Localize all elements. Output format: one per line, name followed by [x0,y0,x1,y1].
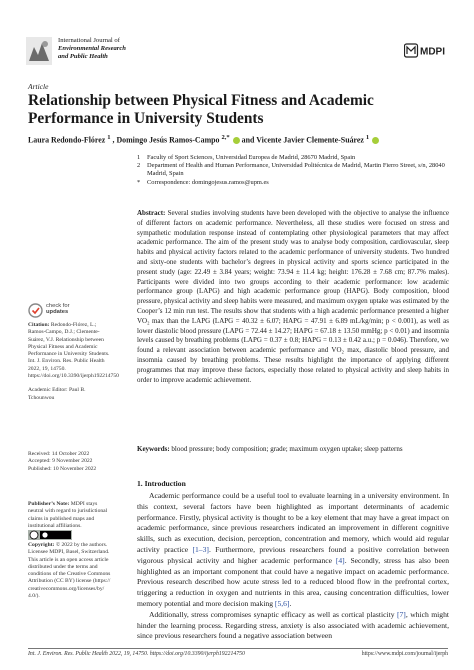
intro-paragraph [137,610,449,642]
copyright-block [28,542,112,600]
mdpi-logo [404,43,448,58]
date-published: Published: 10 November 2022 [28,465,97,472]
abstract [137,209,449,385]
copyright-text: © 2022 by the authors. Licensee MDPI, Basel, Switzerland. This article is an open access article distributed under the terms and conditions of the Creative Commons Attribution (CC BY) license (https:// creativecommons.org/licenses/by/ 4.0/). [28,542,111,600]
reference-link[interactable]: [4] [335,555,345,565]
affiliation-text: Faculty of Sport Sciences, Universidad Europea de Madrid, 28670 Madrid, Spain [147,154,356,161]
keywords-label: Keywords: [137,445,170,453]
intro-text: . Furthermore, previous researchers found a positive correlation between vigorous physical activity and higher academic performance [137,544,449,565]
journal-name [58,37,126,62]
check-for-updates[interactable] [46,303,70,316]
intro-text: , which might hinder the learning process. Regarding stress, anxiety is also associated with academic achievement, since previous researchers found a negative association between [137,609,449,641]
publisher-note-label: Publisher’s Note: [28,501,70,507]
author-separator: , [112,135,117,145]
abstract-text: Several studies involving students have been developed with the objective to analyse the influence of different factors on academic performance. Nevertheless, all these studies were focused on stress and sympathetic modulation response instead of contemplating other physiological parameters that may affect academic performance. The aim of the present study was to analyse body composition, cardiovascular, sleep habits and physical activity factors related to the academic performance of university students. Two hundred and sixty-one students with bachelor’s degrees in physical activity and sports science participated in the present study (age: 22.49 ± 3.84 years; weight: 73.94 ± 11.4 kg; height: 176.28 ± 7.68 cm; 87.7% males). Participants were divided into two groups according to their academic performance: low academic performance group (LAPG) and high academic performance group (HAPG). Body composition, blood pressure, physical activity and sleep habits were measured, and maximum oxygen uptake was estimated by the Cooper’s 12 min run test. The results show that students with a high academic performance presented a higher VO₂ max than the LAPG (LAPG = 40.32 ± 6.07; HAPG = 47.91 ± 6.89 mL/kg/min; p < 0.001), as well as lower diastolic blood pressure (LAPG = 72.44 ± 14.27; HAPG = 67.18 ± 13.50 mmHg; p < 0.01) and insomnia levels caused by breathing problems (LAPG = 0.37 ± 0.8; HAPG = 0.13 ± 0.42 a.u.; p = 0.046). Therefore, we found a relevant association between academic performance and VO₂ max, diastolic blood pressure, and insomnia caused by breathing problems. These results highlight the importance of applying different programmes that may improve these factors, especially those related to physical activity and sleep habits in order to improve academic achievement. [137,209,449,384]
author-name[interactable]: Laura Redondo-Flórez [28,135,106,145]
journal-logo-icon [26,37,52,65]
author-list [28,134,458,145]
affiliation-number: 2 [137,162,141,170]
affiliation-item [137,162,457,178]
affiliation-item [137,179,457,187]
date-accepted: Accepted: 9 November 2022 [28,458,93,465]
author-name[interactable]: Domingo Jesús Ramos-Campo [116,135,220,145]
intro-text: Additionally, stress compromises synaptic efficacy as well as cortical plasticity [149,609,397,619]
abstract-label: Abstract: [137,209,166,217]
check-for-updates-icon[interactable] [28,303,43,318]
section-heading-introduction: 1. Introduction [137,479,186,488]
correspondence-email[interactable]: Correspondence: domingojesus.ramos@upm.es [147,178,269,186]
orcid-icon[interactable] [233,137,240,144]
article-title: Relationship between Physical Fitness and Academic Performance in University Students [28,92,374,127]
orcid-icon[interactable] [372,137,379,144]
affiliations [137,154,457,187]
author-name[interactable]: Vicente Javier Clemente-Suárez [256,135,364,145]
copyright-label: Copyright: [28,542,55,548]
author-affil-sup: 1 [365,134,370,141]
reference-link[interactable]: [7] [396,609,406,619]
academic-editor: Academic Editor: Paul B. Tchounwou [28,387,86,401]
affiliation-number: * [137,178,141,186]
intro-text: . Secondly, stress has also been highlighted as an important component that could have a negative impact on academic performance. Previous research described how acute stress led to a reduced blood flow in the prefrontal cortex, triggering a reduction in oxygen and nutrients in this area, causing concentration difficulties, lower memory potential and more decision making [137,555,449,608]
journal-name-line1: International Journal of [58,37,120,44]
footer-citation: Int. J. Environ. Res. Public Health 2022, 19, 14750. https://doi.org/10.3390/ijerph192214750 [28,651,245,657]
cc-by-license-icon[interactable] [28,530,72,540]
publisher-note [28,501,112,530]
footer-divider [28,648,448,649]
journal-name-line3: and Public Health [58,53,108,61]
author-separator: and [241,135,257,145]
reference-link[interactable]: [1–3] [192,544,209,554]
updates-line2: updates [46,309,69,316]
citation-block [28,322,119,402]
keywords-text: blood pressure; body composition; grade; maximum oxygen uptake; sleep patterns [169,445,403,453]
article-type: Article [28,82,49,91]
affiliation-item [137,154,457,162]
updates-line1: check for [46,303,70,309]
date-received: Received: 14 October 2022 [28,451,90,457]
intro-paragraph [137,491,449,610]
affiliation-text: Department of Health and Human Performance, Universidad Politécnica de Madrid, Martin Fierro Street, s/n, 28040 Madrid, Spain [147,162,445,178]
dates-block [28,451,112,473]
mdpi-logo-text: MDPI [420,46,445,58]
affiliation-number: 1 [137,154,141,161]
publisher-note-text: MDPI stays neutral with regard to jurisdictional claims in published maps and institutional affiliations. [28,501,108,529]
citation-label: Citation: [28,322,50,328]
reference-link[interactable]: [5,6] [274,598,290,608]
intro-text: . [289,598,292,608]
keywords [137,445,449,455]
footer-journal-url[interactable]: https://www.mdpi.com/journal/ijerph [361,651,448,657]
author-affil-sup: 2,* [221,134,230,141]
journal-name-line2: Environmental Research [58,45,126,53]
intro-text: Academic performance could be a useful tool to evaluate learning in a university environment. In this context, several factors have been highlighted as important determinants of academic performance. Firstly, physical activity is thought to be a key element that may have a great impact on academic performance, since previous researchers indicated an improvement in different cognitive skills, such as execution, decision, perception, concentration and memory, which would aid regular activity practice [137,491,449,554]
author-affil-sup: 1 [107,134,111,141]
citation-text: Redondo-Flórez, L.; Ramos-Campo, D.J.; Clemente-Suárez, V.J. Relationship between Physical Fitness and Academic Performance in University Students. Int. J. Environ. Res. Public Health 2022, 19, 14750. https://doi.org/10.3390/ijerph192214750 [28,322,119,380]
introduction-body [137,491,449,642]
